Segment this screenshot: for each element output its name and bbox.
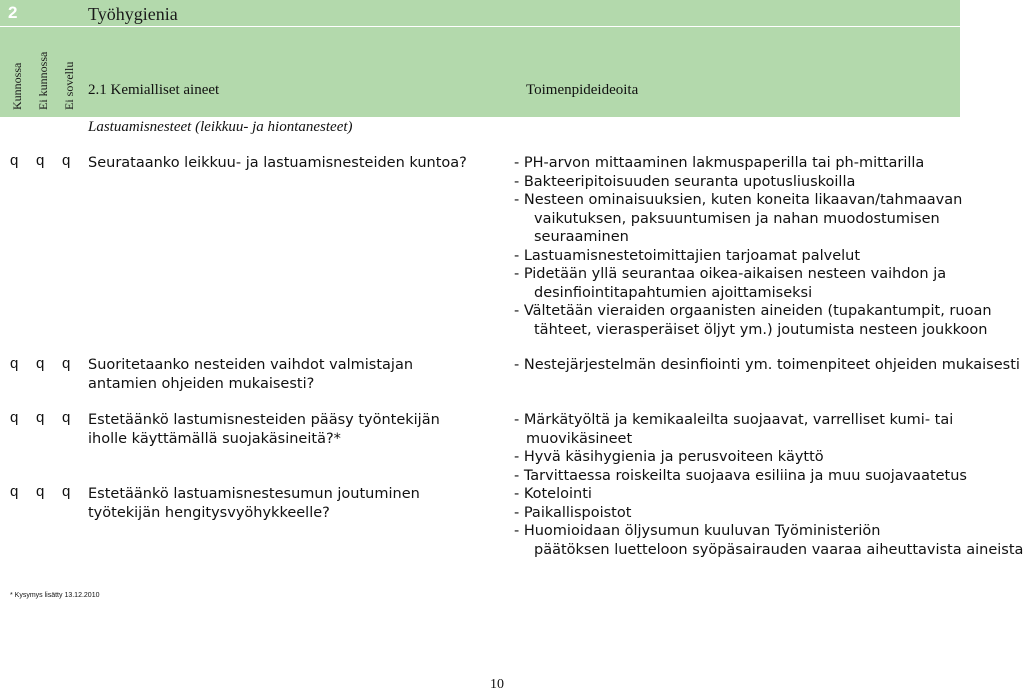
footnote: * Kysymys lisätty 13.12.2010 — [10, 592, 100, 599]
idea-line: seuraaminen — [534, 229, 629, 245]
checkbox-row-3 — [10, 409, 80, 429]
idea-line: tähteet, vierasperäiset öljyt ym.) joutumista nesteen joukkoon — [534, 321, 988, 338]
checkbox-kunnossa[interactable]: q — [10, 152, 19, 169]
subsection-header-bar — [0, 27, 960, 117]
idea-line: muovikäsineet — [526, 430, 633, 447]
checkbox-ei-kunnossa[interactable]: q — [36, 483, 45, 500]
question-text: Estetäänkö lastumisnesteiden pääsy työntekijän iholle käyttämällä suojakäsineitä?* — [88, 412, 440, 447]
checkbox-kunnossa[interactable]: q — [10, 409, 19, 426]
idea-line: - PH-arvon mittaaminen lakmuspaperilla tai ph-mittarilla — [514, 155, 925, 171]
idea-line: päätöksen luetteloon syöpäsairauden vaaraa aiheuttavista aineista — [534, 541, 1023, 558]
idea-line: - Bakteeripitoisuuden seuranta upotusliuskoilla — [514, 173, 856, 190]
checkbox-ei-sovellu[interactable]: q — [62, 355, 71, 372]
subsection-title: 2.1 Kemialliset aineet — [88, 82, 220, 98]
idea-line: - Nesteen ominaisuuksien, kuten koneita likaavan/tahmaavan — [514, 192, 963, 208]
ideas-header: Toimenpideideoita — [526, 82, 639, 98]
ideas-block-3 — [514, 411, 1023, 559]
page-number: 10 — [490, 677, 504, 692]
checkbox-row-4 — [10, 483, 80, 503]
checkbox-ei-sovellu[interactable]: q — [62, 152, 71, 169]
ideas-block-1 — [514, 154, 992, 339]
question-text: Suoritetaanko nesteiden vaihdot valmistajan antamien ohjeiden mukaisesti? — [88, 357, 414, 392]
question-text: Seurataanko leikkuu- ja lastuamisnesteiden kuntoa? — [88, 155, 467, 171]
column-label-ei-sovellu: Ei sovellu — [62, 61, 76, 110]
checkbox-ei-kunnossa[interactable]: q — [36, 355, 45, 372]
section-number: 2 — [8, 3, 18, 22]
section-title: Työhygienia — [88, 4, 178, 24]
column-label-kunnossa: Kunnossa — [10, 62, 24, 110]
idea-line: - Kotelointi — [514, 486, 592, 502]
idea-line: - Tarvittaessa roiskeilta suojaava esiliina ja muu suojavaatetus — [514, 467, 967, 484]
idea-line: - Vältetään vieraiden orgaanisten aineiden (tupakantumpit, ruoan — [514, 303, 992, 319]
idea-line: - Hyvä käsihygienia ja perusvoiteen käyttö — [514, 449, 824, 465]
checkbox-kunnossa[interactable]: q — [10, 355, 19, 372]
checkbox-ei-sovellu[interactable]: q — [62, 409, 71, 426]
idea-line: vaikutuksen, paksuuntumisen ja nahan muodostumisen — [534, 210, 940, 227]
checkbox-ei-kunnossa[interactable]: q — [36, 152, 45, 169]
checkbox-row-2 — [10, 355, 80, 375]
checkbox-ei-sovellu[interactable]: q — [62, 483, 71, 500]
idea-line: - Pidetään yllä seurantaa oikea-aikaisen nesteen vaihdon ja — [514, 266, 947, 282]
checkbox-row-1 — [10, 152, 80, 172]
question-text: Estetäänkö lastuamisnestesumun joutuminen työtekijän hengitysvyöhykkeelle? — [88, 486, 420, 521]
idea-line: - Paikallispoistot — [514, 504, 632, 521]
column-label-ei-kunnossa: Ei kunnossa — [36, 51, 50, 110]
idea-line: - Märkätyöltä ja kemikaaleilta suojaavat, varrelliset kumi- tai — [514, 412, 954, 428]
idea-line: - Nestejärjestelmän desinfiointi ym. toimenpiteet ohjeiden mukaisesti — [514, 357, 1020, 373]
checkbox-ei-kunnossa[interactable]: q — [36, 409, 45, 426]
checkbox-kunnossa[interactable]: q — [10, 483, 19, 500]
idea-line: - Huomioidaan öljysumun kuuluvan Työministeriön — [514, 523, 881, 539]
idea-line: - Lastuamisnestetoimittajien tarjoamat palvelut — [514, 247, 861, 264]
group-label: Lastuamisnesteet (leikkuu- ja hiontanesteet) — [88, 119, 353, 135]
idea-line: desinfiointitapahtumien ajoittamiseksi — [534, 284, 813, 301]
ideas-block-2 — [514, 356, 1020, 375]
